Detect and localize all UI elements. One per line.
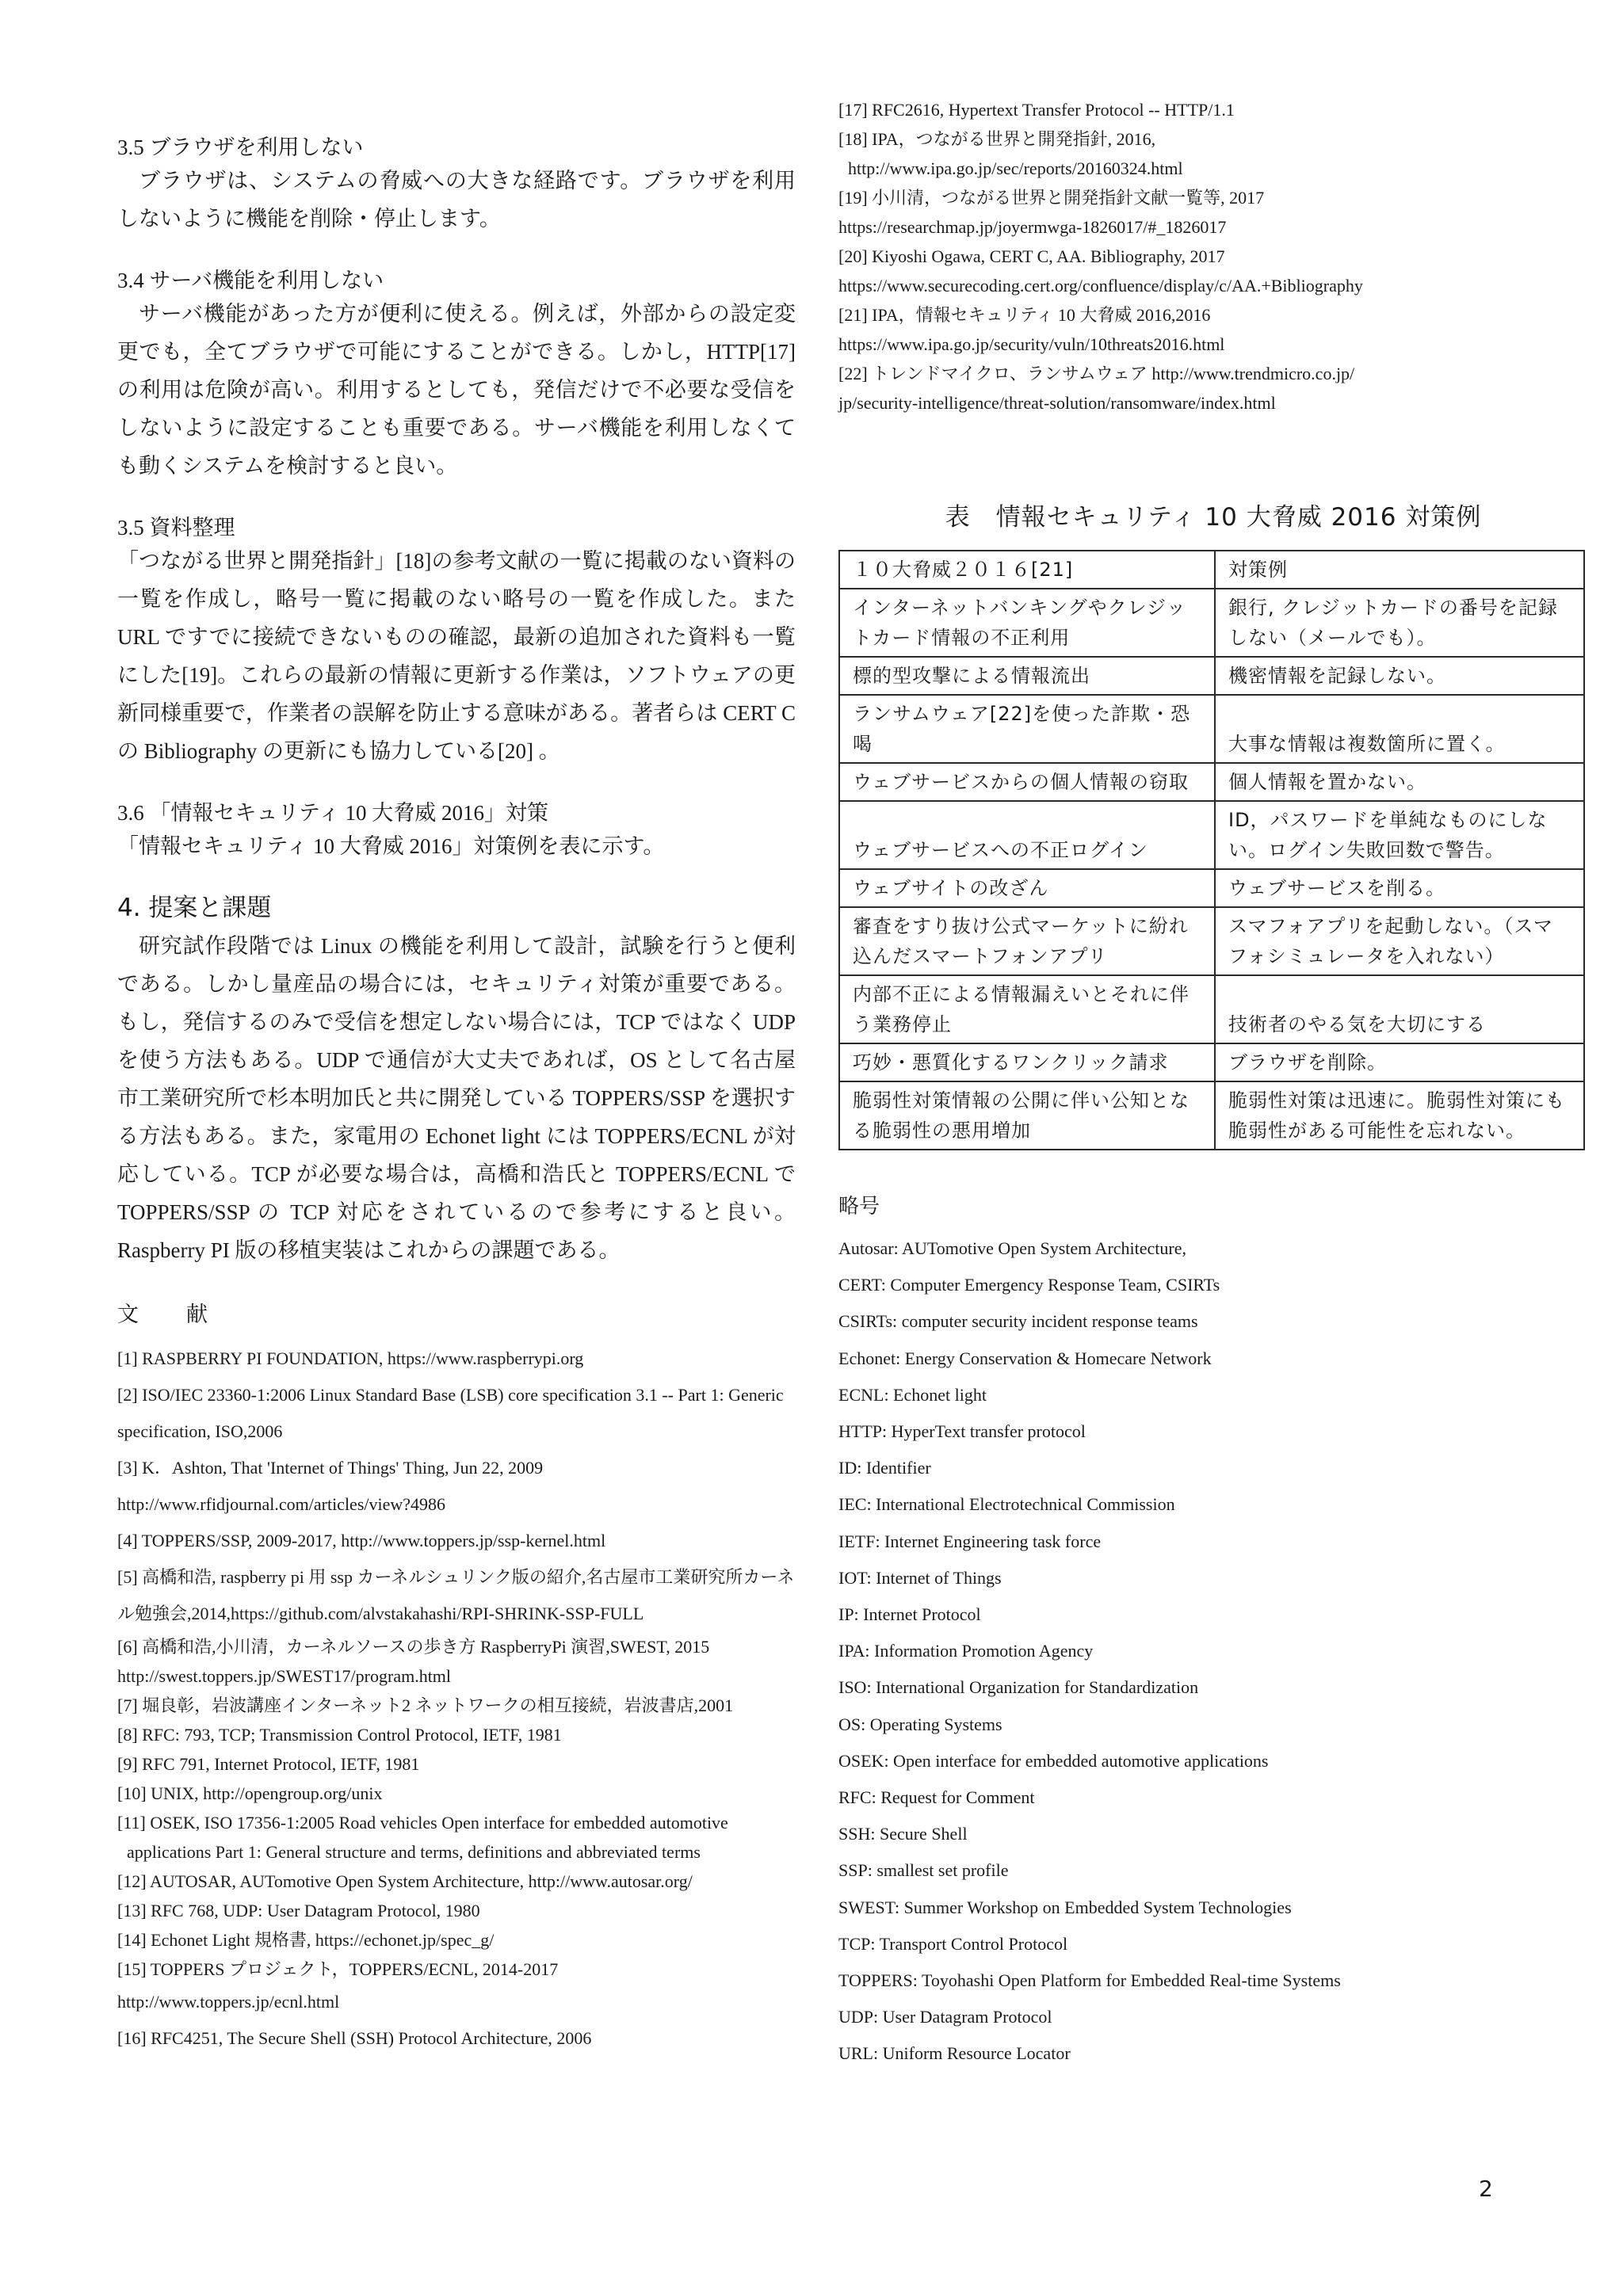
threat-cell: ウェブサービスへの不正ログイン: [839, 801, 1215, 869]
page-number: 2: [1479, 2176, 1493, 2202]
reference-item: [12] AUTOSAR, AUTomotive Open System Architecture, http://www.autosar.org/: [117, 1871, 693, 1891]
reference-item: applications Part 1: General structure and terms, definitions and abbreviated terms: [127, 1842, 701, 1862]
abbreviation-item: IP: Internet Protocol: [838, 1604, 981, 1625]
countermeasure-cell: ブラウザを削除。: [1215, 1043, 1584, 1081]
abbreviation-item: CERT: Computer Emergency Response Team, CSIRTs: [838, 1275, 1220, 1295]
threat-cell: 標的型攻撃による情報流出: [839, 657, 1215, 695]
abbreviation-item: IETF: Internet Engineering task force: [838, 1531, 1102, 1551]
countermeasure-cell: 個人情報を置かない。: [1215, 763, 1584, 801]
abbreviation-item: IEC: International Electrotechnical Commission: [838, 1494, 1175, 1515]
table-row: [839, 975, 1584, 1043]
section-3-5-body: ブラウザは、システムの脅威への大きな経路です。ブラウザを利用しないように機能を削除・停止します。: [117, 169, 796, 231]
reference-item: https://www.securecoding.cert.org/confluence/display/c/AA.+Bibliography: [838, 276, 1363, 296]
abbreviation-item: ISO: International Organization for Standardization: [838, 1677, 1199, 1698]
table-row: [839, 1043, 1584, 1081]
reference-item: [20] Kiyoshi Ogawa, CERT C, AA. Bibliography, 2017: [838, 246, 1225, 266]
references-title: 文献: [117, 1302, 255, 1327]
reference-item: [18] IPA，つながる世界と開発指針, 2016,: [838, 129, 1156, 149]
abbreviation-item: SSP: smallest set profile: [838, 1860, 1009, 1881]
abbreviations-title: 略号: [838, 1195, 880, 1219]
reference-item: [5] 高橋和浩, raspberry pi 用 ssp カーネルシュリンク版の紹介,名古屋市工業研究所カーネル勉強会,2014,https://github.com/alvstakahashi/RPI-SHRINK-SSP-FULL: [117, 1567, 795, 1623]
reference-item: [4] TOPPERS/SSP, 2009-2017, http://www.toppers.jp/ssp-kernel.html: [117, 1531, 606, 1550]
threat-cell: ウェブサービスからの個人情報の窃取: [839, 763, 1215, 801]
reference-item: [21] IPA，情報セキュリティ 10 大脅威 2016,2016: [838, 305, 1211, 325]
section-3-5-title: 3.5 ブラウザを利用しない: [117, 135, 364, 159]
table-header-cell: 対策例: [1215, 551, 1584, 589]
abbreviations-list: [838, 1230, 1588, 2073]
countermeasure-cell: ID，パスワードを単純なものにしない。ログイン失敗回数で警告。: [1215, 801, 1584, 869]
reference-item: [17] RFC2616, Hypertext Transfer Protocol -- HTTP/1.1: [838, 100, 1235, 120]
abbreviation-item: Echonet: Energy Conservation & Homecare Network: [838, 1348, 1212, 1368]
section-4-body: 研究試作段階では Linux の機能を利用して設計，試験を行うと便利である。しかし量産品の場合には，セキュリティ対策が重要である。もし，発信するのみで受信を想定しない場合には，TCP ではなく UDP を使う方法もある。UDP で通信が大丈夫であれば，OS として名古屋市工業研究所で杉本明加氏と共に開発している TOPPERS/SSP を選択する方法もある。また，家電用の Echonet light には TOPPERS/ECNL が対応している。TCP が必要な場合は，高橋和浩氏と TOPPERS/ECNL で TOPPERS/SSP の TCP 対応をされているので参考にすると良い。Raspberry PI 版の移植実装はこれからの課題である。: [117, 934, 796, 1262]
reference-item: [9] RFC 791, Internet Protocol, IETF, 1981: [117, 1754, 420, 1774]
table-row: [839, 695, 1584, 763]
abbreviation-item: RFC: Request for Comment: [838, 1787, 1035, 1808]
countermeasure-cell: ウェブサービスを削る。: [1215, 869, 1584, 907]
reference-item: https://www.ipa.go.jp/security/vuln/10threats2016.html: [838, 334, 1225, 354]
threat-countermeasure-table: [838, 550, 1585, 1150]
reference-item: http://www.ipa.go.jp/sec/reports/20160324.html: [848, 158, 1183, 178]
reference-item: http://swest.toppers.jp/SWEST17/program.html: [117, 1666, 452, 1686]
reference-item: [6] 高橋和浩,小川清，カーネルソースの歩き方 RaspberryPi 演習,SWEST, 2015: [117, 1637, 710, 1657]
table-row: [839, 657, 1584, 695]
section-3-4-body: サーバ機能があった方が便利に使える。例えば，外部からの設定変更でも，全てブラウザで可能にすることができる。しかし，HTTP[17]の利用は危険が高い。利用するとしても，発信だけで不必要な受信をしないように設定することも重要である。サーバ機能を利用しなくても動くシステムを検討すると良い。: [117, 302, 796, 478]
reference-item: [8] RFC: 793, TCP; Transmission Control Protocol, IETF, 1981: [117, 1725, 562, 1745]
section-3-6-title: 3.6 「情報セキュリティ 10 大脅威 2016」対策: [117, 801, 549, 825]
table-header-cell: １０大脅威２０１６[21]: [839, 551, 1215, 589]
countermeasure-cell: 技術者のやる気を大切にする: [1215, 975, 1584, 1043]
table-header-row: [839, 551, 1584, 589]
section-3-5b-title: 3.5 資料整理: [117, 516, 235, 540]
abbreviation-item: IPA: Information Promotion Agency: [838, 1641, 1094, 1661]
abbreviation-item: Autosar: AUTomotive Open System Architecture,: [838, 1238, 1186, 1258]
reference-item: [1] RASPBERRY PI FOUNDATION, https://www.raspberrypi.org: [117, 1348, 584, 1368]
table-row: [839, 801, 1584, 869]
countermeasure-cell: 脆弱性対策は迅速に。脆弱性対策にも脆弱性がある可能性を忘れない。: [1215, 1081, 1584, 1150]
countermeasure-cell: 銀行, クレジットカードの番号を記録しない（メールでも）。: [1215, 589, 1584, 657]
left-column: [117, 133, 796, 2057]
abbreviation-item: ECNL: Echonet light: [838, 1384, 987, 1405]
threat-cell: 巧妙・悪質化するワンクリック請求: [839, 1043, 1215, 1081]
countermeasure-cell: 大事な情報は複数箇所に置く。: [1215, 695, 1584, 763]
reference-item: [10] UNIX, http://opengroup.org/unix: [117, 1783, 383, 1803]
threat-cell: 脆弱性対策情報の公開に伴い公知となる脆弱性の悪用増加: [839, 1081, 1215, 1150]
section-3-6-body: 「情報セキュリティ 10 大脅威 2016」対策例を表に示す。: [117, 834, 665, 858]
reference-item: jp/security-intelligence/threat-solution/ransomware/index.html: [838, 393, 1276, 413]
reference-item: https://researchmap.jp/joyermwga-1826017/#_1826017: [838, 217, 1227, 237]
countermeasure-cell: スマフォアプリを起動しない。（スマフォシミュレータを入れない）: [1215, 907, 1584, 975]
abbreviation-item: HTTP: HyperText transfer protocol: [838, 1421, 1086, 1442]
countermeasure-cell: 機密情報を記録しない。: [1215, 657, 1584, 695]
abbreviation-item: OSEK: Open interface for embedded automotive applications: [838, 1750, 1269, 1771]
references-list: [117, 1341, 796, 2057]
reference-item: http://www.rfidjournal.com/articles/view?4986: [117, 1494, 446, 1514]
reference-item: [15] TOPPERS プロジェクト，TOPPERS/ECNL, 2014-2017: [117, 1959, 559, 1979]
table-row: [839, 869, 1584, 907]
reference-item: [3] K．Ashton, That 'Internet of Things' Thing, Jun 22, 2009: [117, 1458, 544, 1478]
abbreviation-item: URL: Uniform Resource Locator: [838, 2043, 1071, 2064]
abbreviation-item: SSH: Secure Shell: [838, 1824, 968, 1844]
reference-item: [11] OSEK, ISO 17356-1:2005 Road vehicles Open interface for embedded automotive: [117, 1813, 728, 1833]
abbreviation-item: IOT: Internet of Things: [838, 1567, 1002, 1588]
threat-cell: 内部不正による情報漏えいとそれに伴う業務停止: [839, 975, 1215, 1043]
reference-item: [13] RFC 768, UDP: User Datagram Protocol, 1980: [117, 1901, 480, 1920]
abbreviation-item: TCP: Transport Control Protocol: [838, 1933, 1068, 1954]
reference-item: [14] Echonet Light 規格書, https://echonet.jp/spec_g/: [117, 1930, 495, 1950]
abbreviation-item: SWEST: Summer Workshop on Embedded System Technologies: [838, 1897, 1292, 1917]
table-row: [839, 907, 1584, 975]
table-row: [839, 763, 1584, 801]
table-row: [839, 589, 1584, 657]
threat-cell: ウェブサイトの改ざん: [839, 869, 1215, 907]
abbreviation-item: UDP: User Datagram Protocol: [838, 2007, 1052, 2027]
abbreviation-item: ID: Identifier: [838, 1458, 931, 1478]
abbreviation-item: CSIRTs: computer security incident response teams: [838, 1311, 1198, 1332]
abbreviation-item: TOPPERS: Toyohashi Open Platform for Embedded Real-time Systems: [838, 1970, 1341, 1991]
section-3-5b-body: 「つながる世界と開発指針」[18]の参考文献の一覧に掲載のない資料の一覧を作成し，略号一覧に掲載のない略号の一覧を作成した。また URL ですでに接続できないものの確認，最新の追加された資料も一覧にした[19]。これらの最新の情報に更新する作業は，ソフトウェアの更新同様重要で，作業者の誤解を防止する意味がある。著者らは CERT C の Bibliography の更新にも協力している[20] 。: [117, 549, 796, 763]
reference-item: [2] ISO/IEC 23360-1:2006 Linux Standard Base (LSB) core specification 3.1 -- Part 1: Generic specification, ISO,2006: [117, 1385, 784, 1441]
section-4-title: 4. 提案と課題: [117, 894, 272, 922]
reference-item: [7] 堀良彰，岩波講座インターネット2 ネットワークの相互接続，岩波書店,2001: [117, 1695, 734, 1715]
threat-cell: 審査をすり抜け公式マーケットに紛れ込んだスマートフォンアプリ: [839, 907, 1215, 975]
right-column: [838, 95, 1588, 2073]
threat-cell: インターネットバンキングやクレジットカード情報の不正利用: [839, 589, 1215, 657]
reference-item: [16] RFC4251, The Secure Shell (SSH) Protocol Architecture, 2006: [117, 2028, 592, 2048]
abbreviation-item: OS: Operating Systems: [838, 1714, 1002, 1734]
reference-item: http://www.toppers.jp/ecnl.html: [117, 1992, 340, 2012]
table-row: [839, 1081, 1584, 1150]
reference-item: [22] トレンドマイクロ、ランサムウェア http://www.trendmicro.co.jp/: [838, 364, 1355, 383]
threat-cell: ランサムウェア[22]を使った詐欺・恐喝: [839, 695, 1215, 763]
table-caption: 表 情報セキュリティ 10 大脅威 2016 対策例: [945, 503, 1482, 532]
reference-item: [19] 小川清，つながる世界と開発指針文献一覧等, 2017: [838, 188, 1265, 208]
references-continued: [838, 95, 1588, 418]
section-3-4-title: 3.4 サーバ機能を利用しない: [117, 269, 384, 292]
